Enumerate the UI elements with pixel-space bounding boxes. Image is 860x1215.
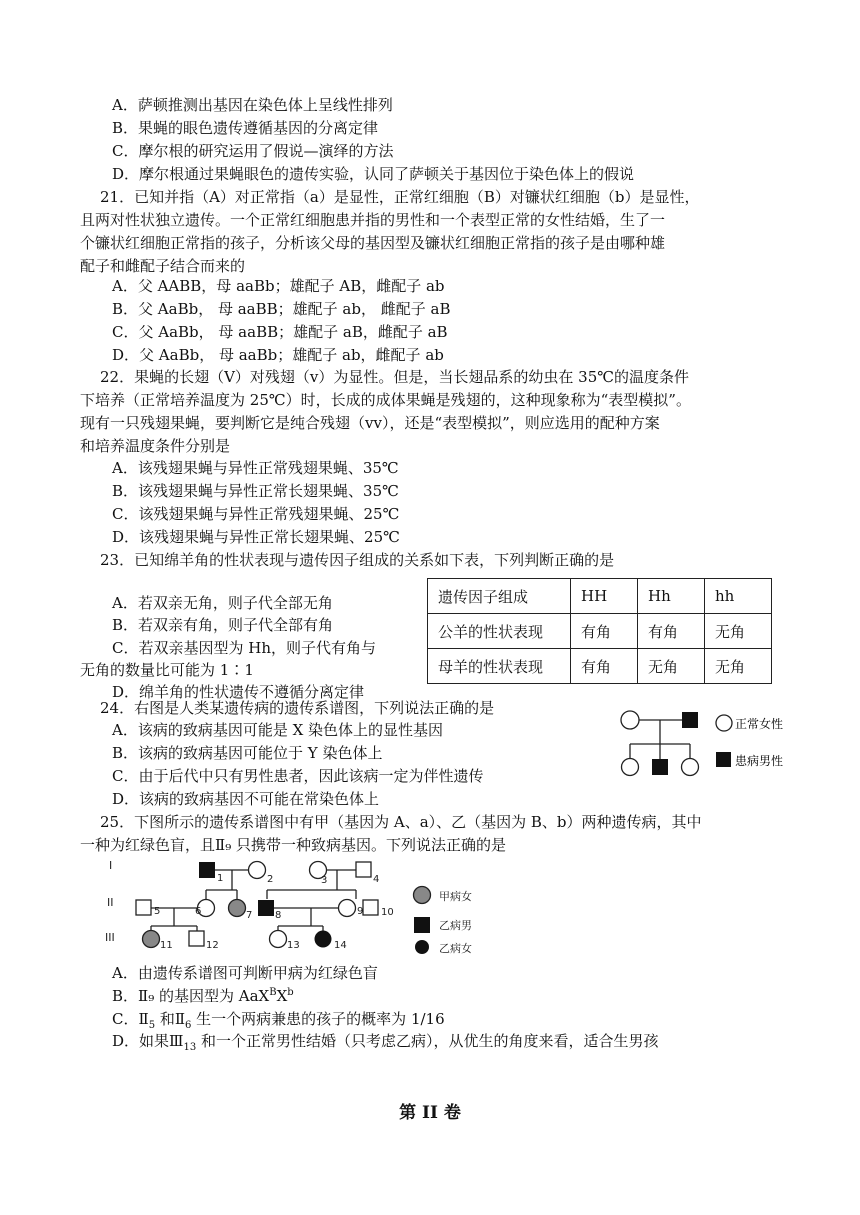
q22-option-a: A．该残翅果蝇与异性正常残翅果蝇、35℃ [112,459,399,477]
legend-normal-female-icon [716,715,732,731]
q25-pedigree-chart [96,852,496,954]
individual-number: 1 [217,873,224,884]
q23-option-b: B．若双亲有角，则子代全部有角 [112,616,334,634]
q21-option-d: D．父 AaBb， 母 aaBb；雄配子 ab，雌配子 ab [112,346,444,364]
affected-male-symbol [652,759,668,775]
q25-option-b: B．Ⅱ₉ 的基因型为 $AaX^BX^b$ [112,987,294,1005]
q21-stem-line2: 且两对性状独立遗传。一个正常红细胞患并指的男性和一个表型正常的女性结婚，生了一 [80,211,666,229]
individual-number: 11 [160,940,173,951]
table-cell: 无角 [705,614,772,649]
table-cell: 遗传因子组成 [428,579,571,614]
q25-stem-line2: 一种为红绿色盲，且Ⅱ₉ 只携带一种致病基因。下列说法正确的是 [80,836,506,854]
q24-option-d: D．该病的致病基因不可能在常染色体上 [112,790,380,808]
q24-pedigree-chart [610,704,790,784]
section-title: 第 II 卷 [399,1103,461,1123]
q23-option-c: C．若双亲基因型为 Hh，则子代有角与 [112,639,376,657]
q20-option-b: B．果蝇的眼色遗传遵循基因的分离定律 [112,119,379,137]
individual-number: 3 [321,875,328,886]
individual-7-female-affected-a [229,900,246,917]
q21-stem-line3: 个镰状红细胞正常指的孩子，分析该父母的基因型及镰状红细胞正常指的孩子是由哪种雄 [80,234,666,252]
q22-stem-line2: 下培养（正常培养温度为 25℃）时，长成的成体果蝇是残翅的，这种现象称为“表型模拟”。 [80,391,691,409]
individual-12-male [189,931,204,946]
table-cell: 有角 [571,614,638,649]
individual-number: 12 [206,940,219,951]
table-cell: 有角 [638,614,705,649]
legend-disease-b-female-label: 乙病女 [439,942,472,954]
individual-number: 7 [246,910,253,921]
table-cell: HH [571,579,638,614]
generation-label: I [109,859,113,872]
individual-number: 9 [357,906,364,917]
individual-2-female [249,862,266,879]
q23-option-c-cont: 无角的数量比可能为 1∶1 [80,661,254,679]
q21-stem-line1: 21．已知并指（A）对正常指（a）是显性，正常红细胞（B）对镰状红细胞（b）是显性， [100,188,700,206]
table-cell: 无角 [638,649,705,684]
table-cell: Hh [638,579,705,614]
table-cell: 母羊的性状表现 [428,649,571,684]
table-cell: 公羊的性状表现 [428,614,571,649]
normal-female-symbol [682,759,699,776]
table-row [428,649,772,684]
individual-10-male [363,900,378,915]
q25-option-d: D．如果$Ⅲ_{13}$ 和一个正常男性结婚（只考虑乙病），从优生的角度来看，适合生男孩 [112,1032,659,1053]
q25-stem-line1: 25．下图所示的遗传系谱图中有甲（基因为 A、a）、乙（基因为 B、b）两种遗传病，其中 [100,813,702,831]
legend-affected-male-icon [716,752,731,767]
individual-number: 6 [195,906,202,917]
table-row [428,614,772,649]
table-cell: 有角 [571,649,638,684]
individual-1-male-affected-b [199,862,215,878]
individual-14-female-affected-b [315,931,332,948]
q23-option-d: D．绵羊角的性状遗传不遵循分离定律 [112,683,365,701]
individual-number: 8 [275,910,282,921]
q23-stem: 23．已知绵羊角的性状表现与遗传因子组成的关系如下表，下列判断正确的是 [100,551,615,569]
q24-option-b: B．该病的致病基因可能位于 Y 染色体上 [112,744,383,762]
generation-label: III [105,931,115,944]
q22-option-d: D．该残翅果蝇与异性正常长翅果蝇、25℃ [112,528,400,546]
table-cell: 无角 [705,649,772,684]
individual-number: 5 [154,906,161,917]
table-cell: hh [705,579,772,614]
q24-option-a: A．该病的致病基因可能是 X 染色体上的显性基因 [112,721,444,739]
q25-option-c: C．$Ⅱ_5$ 和$Ⅱ_6$ 生一个两病兼患的孩子的概率为 1/16 [112,1010,445,1031]
generation-label: II [107,896,114,909]
q22-stem-line1: 22．果蝇的长翅（V）对残翅（v）为显性。但是，当长翅品系的幼虫在 35℃的温度条件 [100,368,690,386]
q21-option-c: C．父 AaBb， 母 aaBB；雄配子 aB，雌配子 aB [112,323,448,341]
legend-disease-b-male-icon [414,917,430,933]
q21-option-b: B．父 AaBb， 母 aaBB；雄配子 ab， 雌配子 aB [112,300,451,318]
q24-option-c: C．由于后代中只有男性患者，因此该病一定为伴性遗传 [112,767,484,785]
individual-number: 13 [287,940,300,951]
q21-stem-line4: 配子和雌配子结合而来的 [80,257,246,275]
individual-5-male [136,900,151,915]
individual-11-female-affected-a [143,931,160,948]
individual-4-male [356,862,371,877]
legend-normal-female-label: 正常女性 [735,717,784,731]
q22-stem-line3: 现有一只残翅果蝇，要判断它是纯合残翅（vv），还是“表型模拟”，则应选用的配种方案 [80,414,660,432]
q22-option-b: B．该残翅果蝇与异性正常长翅果蝇、35℃ [112,482,399,500]
legend-affected-male-label: 患病男性 [735,754,784,768]
q24-stem: 24．右图是人类某遗传病的遗传系谱图，下列说法正确的是 [100,699,495,717]
individual-number: 2 [267,874,274,885]
individual-9-female [339,900,356,917]
individual-number: 4 [373,874,380,885]
q20-option-d: D．摩尔根通过果蝇眼色的遗传实验，认同了萨顿关于基因位于染色体上的假说 [112,165,635,183]
affected-male-symbol [682,712,698,728]
individual-8-male-affected-b [258,900,274,916]
q20-option-a: A．萨顿推测出基因在染色体上呈线性排列 [112,96,393,114]
individual-number: 10 [381,907,394,918]
table-row [428,579,772,614]
q25-option-a: A．由遗传系谱图可判断甲病为红绿色盲 [112,964,378,982]
individual-number: 14 [334,940,347,951]
q21-option-a: A．父 AABB，母 aaBb；雄配子 AB，雌配子 ab [112,277,445,295]
q22-option-c: C．该残翅果蝇与异性正常残翅果蝇、25℃ [112,505,400,523]
genotype-phenotype-table [427,578,772,684]
legend-disease-b-male-label: 乙病男 [439,919,472,932]
q22-stem-line4: 和培养温度条件分别是 [80,437,231,455]
individual-13-female [270,931,287,948]
legend-disease-a-female-icon [414,887,431,904]
q20-option-c: C．摩尔根的研究运用了假说—演绎的方法 [112,142,394,160]
legend-disease-a-female-label: 甲病女 [439,890,472,903]
legend-disease-b-female-icon [415,940,429,954]
normal-female-symbol [621,711,639,729]
normal-female-symbol [622,759,639,776]
q23-option-a: A．若双亲无角，则子代全部无角 [112,594,333,612]
